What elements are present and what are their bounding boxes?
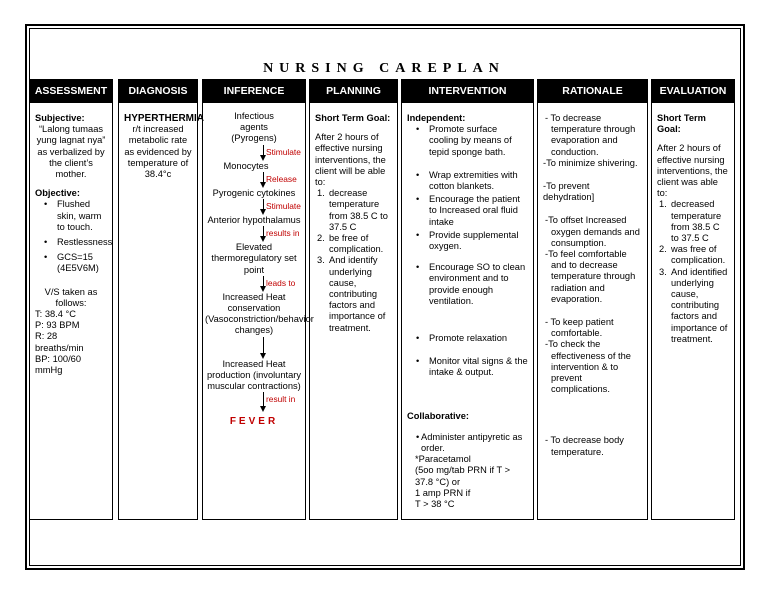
evaluation-header: EVALUATION — [652, 80, 734, 103]
rationale-item: -To feel comfortable and to decrease temperature through radiation and evaporation. — [545, 249, 636, 304]
rationale-item: - To decrease temperature through evaporation and conduction. — [545, 113, 636, 157]
subjective-text: “Lalong tumaas yung lagnat nya” as verbalized by the client’s mother. — [36, 124, 106, 180]
list-item: 1. decreased temperature from 38.5 C to 37.5 C — [659, 199, 722, 244]
subjective-label: Subjective: — [35, 113, 85, 123]
list-item: • Promote surface cooling by means of tepid sponge bath. — [407, 124, 528, 158]
arrow-label: Stimulate — [266, 201, 301, 212]
vital-pulse: P: 93 BPM — [35, 320, 80, 331]
inference-step: Increased Heat conservation (Vasoconstriction/behavior changes) — [205, 291, 314, 336]
arrow-label: leads to — [266, 277, 296, 288]
flow-arrow — [203, 145, 305, 161]
rationale-item: - To decrease body temperature. — [545, 435, 624, 457]
planning-column — [309, 79, 398, 520]
list-item: • Provide supplemental oxygen. — [407, 230, 528, 252]
list-item: 3. And identified underlying cause, contributing factors and importance of treatment. — [659, 266, 728, 344]
diagnosis-text: r/t increased metabolic rate as evidenced by temperature of 38.4°c — [124, 124, 192, 180]
inference-step: Increased Heat production (involuntary muscular contractions) — [206, 358, 302, 392]
evaluation-column — [651, 79, 735, 520]
collaborative-label: Collaborative: — [407, 410, 469, 421]
flow-arrow — [203, 199, 305, 215]
evaluation-goal-label: Short Term Goal: — [657, 113, 706, 135]
flow-arrow — [203, 226, 305, 242]
inference-result: FEVER — [229, 416, 279, 428]
vital-signs-intro: V/S taken as follows: — [44, 286, 98, 308]
vital-temp: T: 38.4 °C — [35, 309, 76, 320]
inference-step: Infectious agents (Pyrogens) — [231, 111, 277, 144]
diagnosis-title: HYPERTHERMIA — [124, 113, 205, 124]
inference-header: INFERENCE — [203, 80, 305, 103]
intervention-column — [401, 79, 534, 520]
list-item: • Promote relaxation — [407, 333, 528, 344]
list-item: 1. decrease temperature from 38.5 C to 37.5 C — [317, 188, 388, 232]
assessment-column — [29, 79, 113, 520]
independent-label: Independent: — [407, 113, 466, 123]
rationale-item: -To offset Increased oxygen demands and consumption. — [545, 215, 640, 248]
objective-list — [35, 199, 113, 274]
arrow-label: Stimulate — [266, 146, 301, 157]
diagnosis-column — [118, 79, 205, 520]
list-item: • GCS=15 (4E5V6M) — [35, 252, 107, 274]
flow-arrow — [203, 392, 305, 412]
planning-list — [315, 188, 392, 334]
rationale-item: -To prevent dehydration] — [543, 181, 595, 203]
collab-line: 1 amp PRN if — [415, 487, 471, 498]
inference-column — [202, 79, 314, 520]
flow-arrow — [203, 337, 305, 359]
inference-step: Pyrogenic cytokines — [212, 187, 296, 198]
list-item: • Monitor vital signs & the intake & output. — [407, 356, 528, 378]
inference-step: Anterior hypothalamus — [207, 215, 301, 226]
diagnosis-header: DIAGNOSIS — [119, 80, 197, 103]
vital-resp: R: 28 breaths/min — [35, 331, 84, 353]
arrow-label: Release — [266, 173, 297, 184]
collab-line: *Paracetamol — [415, 454, 471, 465]
list-item: • Flushed skin, warm to touch. — [35, 199, 107, 233]
arrow-label: result in — [266, 394, 296, 405]
inference-step: Elevated thermoregulatory set point — [211, 242, 297, 275]
evaluation-intro: After 2 hours of effective nursing interventions, the client was able to: — [657, 143, 728, 199]
rationale-item: -To minimize shivering. — [543, 157, 638, 168]
vital-bp: BP: 100/60 mmHg — [35, 353, 82, 376]
list-item: • Encourage SO to clean environment and to provide enough ventilation. — [407, 262, 528, 307]
rationale-item: - To keep patient comfortable. — [545, 317, 614, 339]
planning-intro: After 2 hours of effective nursing interventions, the client will be able to: — [315, 132, 386, 188]
list-item: • Restlessness — [35, 237, 107, 248]
rationale-item: -To check the effectiveness of the intervention & to prevent complications. — [545, 339, 631, 395]
intervention-header: INTERVENTION — [402, 80, 533, 103]
arrow-label: results in — [266, 228, 300, 239]
list-item: • Wrap extremities with cotton blankets. — [407, 170, 528, 192]
list-item: 2. be free of complication. — [317, 233, 384, 255]
list-item: • Encourage the patient to Increased oral fluid intake — [407, 194, 528, 228]
inference-step: Monocytes — [223, 160, 269, 171]
flow-arrow — [203, 172, 305, 188]
assessment-header: ASSESSMENT — [30, 80, 112, 103]
page-title: NURSING CAREPLAN — [263, 61, 505, 76]
objective-label: Objective: — [35, 188, 80, 199]
rationale-column — [537, 79, 648, 520]
list-item: 2. was free of complication. — [659, 244, 726, 266]
rationale-header: RATIONALE — [538, 80, 647, 103]
planning-header: PLANNING — [310, 80, 397, 103]
evaluation-list — [657, 199, 729, 345]
list-item: • Administer antipyretic as order. — [407, 432, 528, 454]
collab-line: T > 38 °C — [415, 499, 455, 510]
list-item: 3. And identify underlying cause, contributing factors and importance of treatment. — [317, 255, 386, 333]
collab-line: (5oo mg/tab PRN if T > 37.8 °C) or — [415, 465, 510, 487]
planning-goal-label: Short Term Goal: — [315, 113, 391, 123]
flow-arrow — [203, 276, 305, 292]
